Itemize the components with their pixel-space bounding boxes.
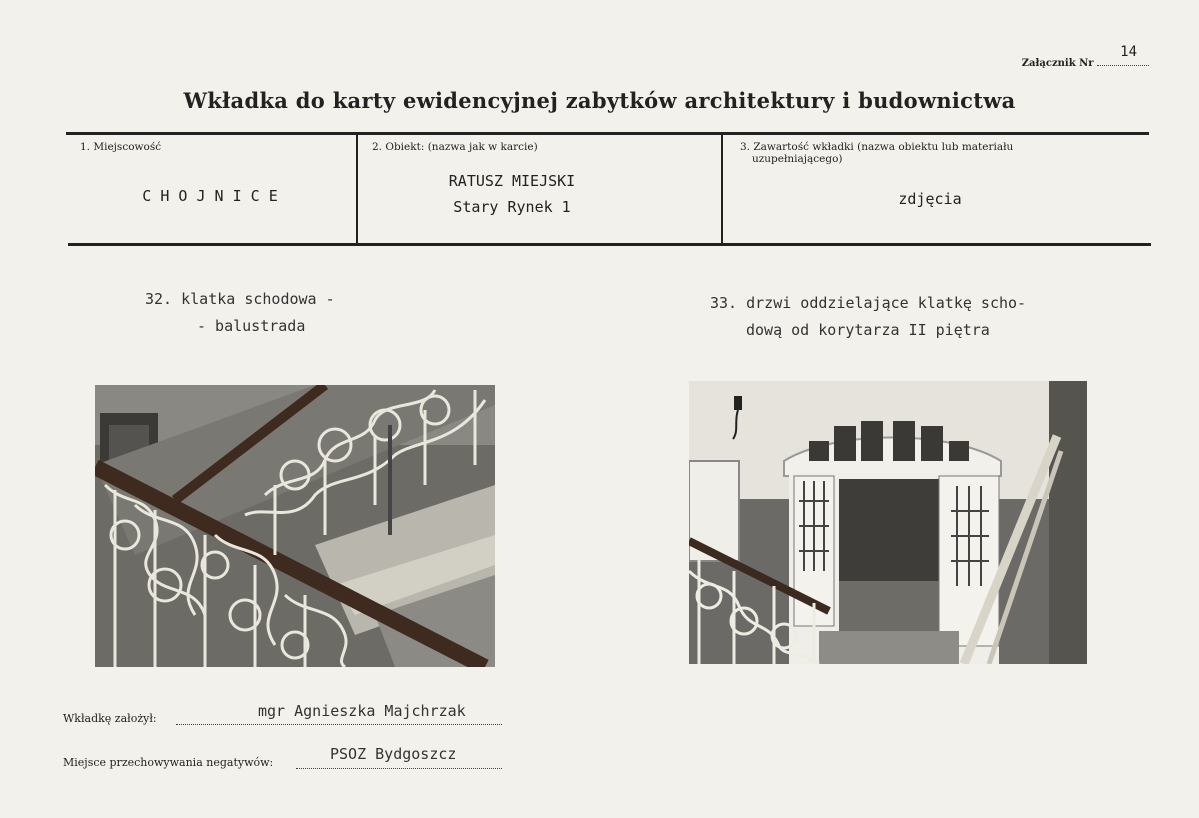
photo-32-staircase-balustrade bbox=[95, 385, 495, 667]
photo-33-image bbox=[689, 381, 1087, 664]
annex-label-text: Załącznik Nr bbox=[1021, 58, 1094, 69]
content-label-line2: uzupełniającego) bbox=[752, 153, 843, 165]
object-label: 2. Obiekt: (nazwa jak w karcie) bbox=[372, 141, 538, 153]
photo-33-caption-line2: dową od korytarza II piętra bbox=[746, 321, 990, 339]
object-value-name: RATUSZ MIEJSKI bbox=[448, 172, 576, 190]
photo-33-caption bbox=[710, 290, 1026, 344]
author-value: mgr Agnieszka Majchrzak bbox=[258, 702, 466, 720]
author-dotted-line bbox=[176, 724, 502, 725]
annex-dotted-line bbox=[1097, 65, 1149, 66]
storage-label: Miejsce przechowywania negatywów: bbox=[63, 756, 274, 769]
table-divider-1 bbox=[356, 135, 358, 245]
annex-label bbox=[1022, 58, 1149, 69]
content-label bbox=[740, 141, 1013, 165]
photo-32-caption bbox=[145, 286, 335, 340]
table-bottom-rule bbox=[68, 243, 1151, 246]
author-label: Wkładkę założył: bbox=[63, 712, 157, 725]
photo-33-door bbox=[689, 381, 1087, 664]
photo-32-caption-line1: 32. klatka schodowa - bbox=[145, 290, 335, 308]
photo-32-image bbox=[95, 385, 495, 667]
object-value-address: Stary Rynek 1 bbox=[453, 198, 571, 216]
content-label-line1: 3. Zawartość wkładki (nazwa obiektu lub materiału bbox=[740, 141, 1014, 153]
table-top-rule bbox=[66, 132, 1149, 135]
locality-label: 1. Miejscowość bbox=[80, 141, 162, 153]
annex-number: 14 bbox=[1120, 44, 1137, 60]
storage-value: PSOZ Bydgoszcz bbox=[330, 745, 457, 763]
locality-value: C H O J N I C E bbox=[142, 187, 278, 205]
storage-dotted-line bbox=[296, 768, 502, 769]
photo-33-caption-line1: 33. drzwi oddzielające klatkę scho- bbox=[710, 294, 1027, 312]
content-value: zdjęcia bbox=[898, 190, 962, 208]
page-title: Wkładka do karty ewidencyjnej zabytków architektury i budownictwa bbox=[183, 88, 1016, 113]
photo-32-caption-line2: - balustrada bbox=[197, 317, 306, 335]
table-divider-2 bbox=[721, 135, 723, 245]
